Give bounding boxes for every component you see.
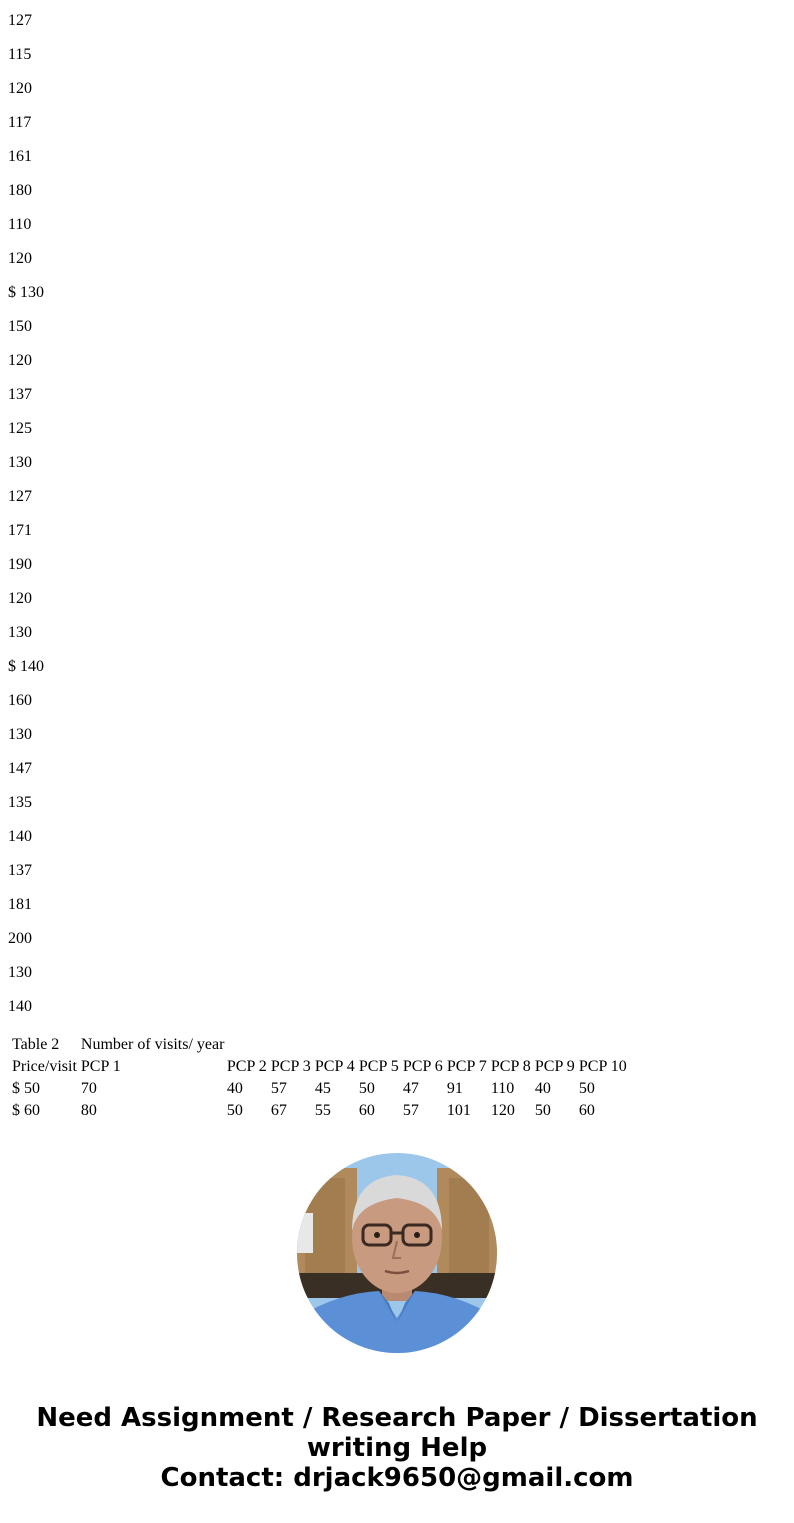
table-row: [11, 1079, 628, 1099]
value-line: 127: [8, 488, 32, 505]
value-line: 150: [8, 318, 32, 335]
value-line: 180: [8, 182, 32, 199]
table-header-cell: PCP 7: [446, 1058, 487, 1075]
value-line: 171: [8, 522, 32, 539]
author-photo: [297, 1153, 497, 1353]
promo-line-1: Need Assignment / Research Paper / Dissertation: [36, 1403, 758, 1433]
table-cell: 80: [80, 1102, 97, 1119]
value-line: 130: [8, 964, 32, 981]
promo-line-2: writing Help: [306, 1433, 488, 1463]
table-header-cell: PCP 1: [80, 1058, 121, 1075]
table-cell: 110: [490, 1080, 515, 1097]
table-cell: 120: [490, 1102, 515, 1119]
value-line: 110: [8, 216, 32, 233]
table-header-cell: PCP 5: [358, 1058, 399, 1075]
table-cell: 40: [226, 1080, 243, 1097]
table-cell: 55: [314, 1102, 331, 1119]
value-line: 161: [8, 148, 32, 165]
table-cell: 50: [358, 1080, 375, 1097]
table-cell: 57: [270, 1080, 287, 1097]
table-header-cell: PCP 9: [534, 1058, 575, 1075]
value-line: 140: [8, 828, 32, 845]
table-header-cell: PCP 6: [402, 1058, 443, 1075]
table-cell: 60: [358, 1102, 375, 1119]
table-header-row: [11, 1057, 628, 1077]
value-line: $ 140: [8, 658, 44, 675]
table-cell: 101: [446, 1102, 471, 1119]
value-line: 115: [8, 46, 32, 63]
table-cell: 60: [578, 1102, 595, 1119]
value-line: 120: [8, 250, 32, 267]
table-cell: 50: [578, 1080, 595, 1097]
value-line: 127: [8, 12, 32, 29]
value-line: $ 130: [8, 284, 44, 301]
value-line: 140: [8, 998, 32, 1015]
value-line: 120: [8, 352, 32, 369]
table-caption-row: [11, 1035, 628, 1055]
table-header-cell: PCP 8: [490, 1058, 531, 1075]
table-cell: 50: [534, 1102, 551, 1119]
table-header-cell: Price/visit: [12, 1058, 77, 1075]
value-line: 147: [8, 760, 32, 777]
promo-text: [0, 1403, 794, 1493]
value-line: 120: [8, 590, 32, 607]
value-line: 130: [8, 726, 32, 743]
table-cell: 40: [534, 1080, 551, 1097]
value-line: 120: [8, 80, 32, 97]
table-header-cell: PCP 3: [270, 1058, 311, 1075]
table-cell: 91: [446, 1080, 463, 1097]
value-line: 130: [8, 624, 32, 641]
value-line: 137: [8, 386, 32, 403]
table-cell: 47: [402, 1080, 419, 1097]
table-cell: $ 60: [12, 1102, 40, 1119]
table-header-cell: PCP 4: [314, 1058, 355, 1075]
table-cell: 45: [314, 1080, 331, 1097]
value-line: 190: [8, 556, 32, 573]
table-header-cell: PCP 2: [226, 1058, 267, 1075]
value-line: 125: [8, 420, 32, 437]
table-2: [9, 1033, 630, 1123]
value-line: 181: [8, 896, 32, 913]
table-cell: 50: [226, 1102, 243, 1119]
table-cell: 67: [270, 1102, 287, 1119]
table-header-cell: PCP 10: [578, 1058, 627, 1075]
author-portrait-icon: [297, 1153, 497, 1353]
table-row: [11, 1101, 628, 1121]
value-line: 200: [8, 930, 32, 947]
table-cell: $ 50: [12, 1080, 40, 1097]
promo-contact: Contact: drjack9650@gmail.com: [160, 1463, 634, 1493]
value-line: 135: [8, 794, 32, 811]
table-cell: 57: [402, 1102, 419, 1119]
table-cell: 70: [80, 1080, 97, 1097]
value-line: 117: [8, 114, 32, 131]
table-caption-title: Number of visits/ year: [80, 1036, 225, 1053]
value-line: 130: [8, 454, 32, 471]
table-caption-label: Table 2: [12, 1036, 60, 1053]
value-line: 160: [8, 692, 32, 709]
value-line: 137: [8, 862, 32, 879]
values-list: [8, 0, 44, 1020]
